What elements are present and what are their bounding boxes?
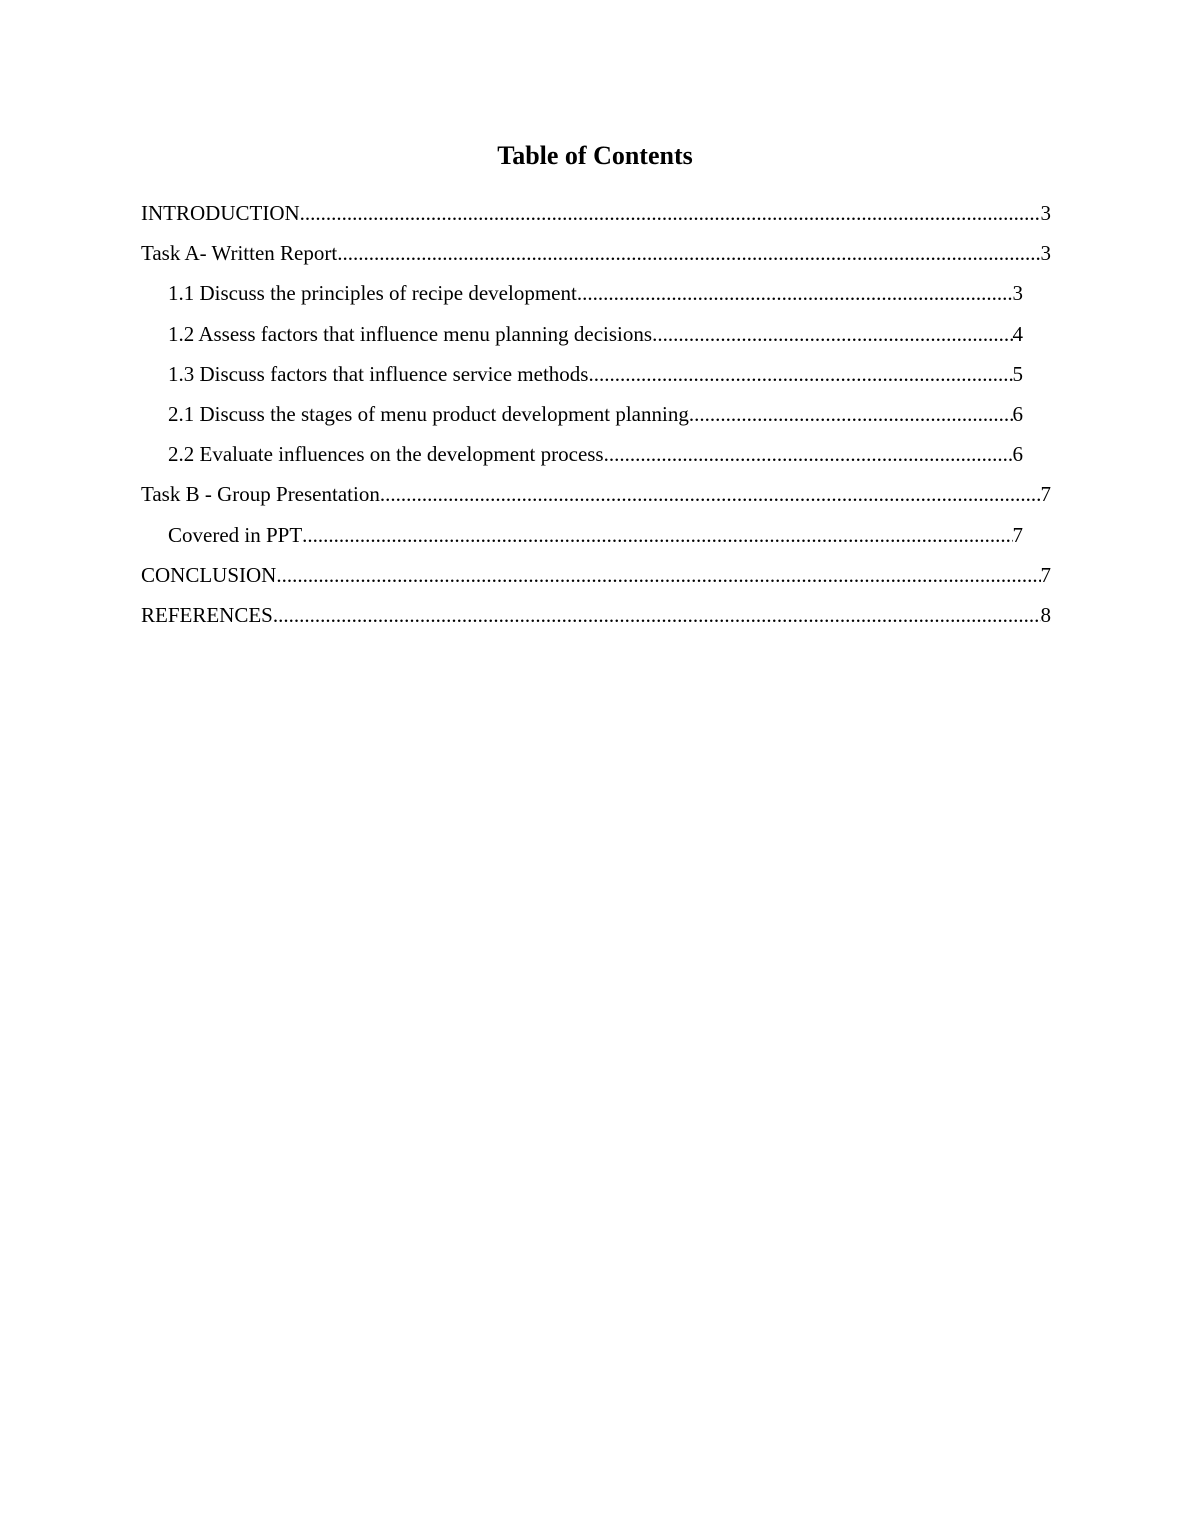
dot-leader xyxy=(380,478,1041,510)
toc-entry-label: Covered in PPT xyxy=(168,522,303,547)
toc-list xyxy=(141,197,1051,639)
toc-entry-page-number: 8 xyxy=(1040,602,1051,627)
toc-entry-page-number: 3 xyxy=(1040,241,1051,266)
dot-leader xyxy=(689,398,1013,430)
toc-entry-page-number: 7 xyxy=(1012,522,1023,547)
toc-entry-introduction[interactable] xyxy=(141,197,1051,237)
dot-leader xyxy=(652,318,1012,350)
dot-leader xyxy=(302,519,1012,551)
toc-entry-task-a[interactable] xyxy=(141,237,1051,277)
toc-entry-label: 2.2 Evaluate influences on the development process xyxy=(168,442,604,467)
toc-entry-page-number: 4 xyxy=(1012,321,1023,346)
toc-entry-conclusion[interactable] xyxy=(141,559,1051,599)
toc-entry-1-3[interactable] xyxy=(141,358,1023,398)
toc-entry-2-1[interactable] xyxy=(141,398,1023,438)
dot-leader xyxy=(604,438,1013,470)
toc-entry-page-number: 7 xyxy=(1040,482,1051,507)
toc-entry-label: INTRODUCTION xyxy=(141,201,300,225)
toc-entry-page-number: 6 xyxy=(1012,401,1023,426)
toc-entry-references[interactable] xyxy=(141,599,1051,639)
dot-leader xyxy=(337,237,1040,269)
toc-entry-label: 2.1 Discuss the stages of menu product development planning xyxy=(168,401,689,426)
toc-title: Table of Contents xyxy=(497,141,693,170)
toc-entry-label: 1.3 Discuss factors that influence service methods xyxy=(168,361,589,386)
toc-entry-label: REFERENCES xyxy=(141,602,273,627)
toc-entry-2-2[interactable] xyxy=(141,438,1023,478)
toc-entry-1-1[interactable] xyxy=(141,277,1023,317)
dot-leader xyxy=(588,358,1012,390)
dot-leader xyxy=(273,599,1041,631)
dot-leader xyxy=(300,197,1041,229)
toc-entry-page-number: 3 xyxy=(1012,281,1023,306)
toc-entry-label: Task A- Written Report xyxy=(141,241,338,266)
toc-entry-page-number: 3 xyxy=(1040,201,1051,225)
toc-entry-page-number: 6 xyxy=(1012,442,1023,467)
toc-entry-task-b[interactable] xyxy=(141,478,1051,518)
toc-entry-label: Task B - Group Presentation xyxy=(141,482,380,507)
dot-leader xyxy=(276,559,1040,591)
toc-entry-label: 1.2 Assess factors that influence menu planning decisions xyxy=(168,321,653,346)
dot-leader xyxy=(577,277,1013,309)
toc-entry-page-number: 5 xyxy=(1012,361,1023,386)
toc-entry-page-number: 7 xyxy=(1040,562,1051,587)
toc-entry-label: CONCLUSION xyxy=(141,562,277,587)
toc-entry-label: 1.1 Discuss the principles of recipe development xyxy=(168,281,577,306)
toc-entry-1-2[interactable] xyxy=(141,318,1023,358)
toc-entry-covered-in-ppt[interactable] xyxy=(141,519,1023,559)
